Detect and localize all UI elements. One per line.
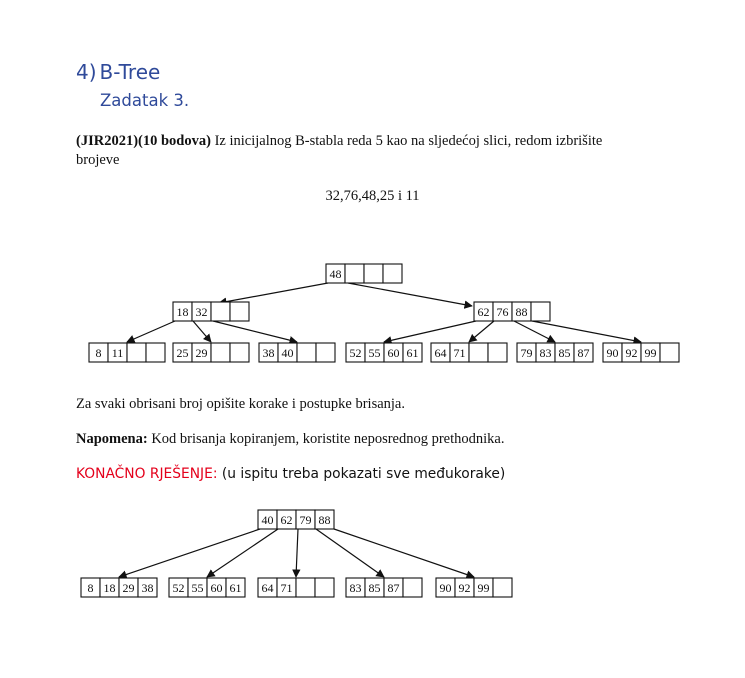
key-value: 64	[261, 581, 274, 595]
child-pointer-arrow	[316, 529, 384, 577]
final-solution-line	[76, 466, 505, 482]
key-cell	[296, 578, 315, 597]
key-value: 61	[406, 346, 419, 360]
child-pointer-arrow	[207, 529, 278, 577]
child-pointer-arrow	[127, 321, 175, 342]
section-title: B-Tree	[99, 60, 161, 84]
child-pointer-arrow	[334, 529, 474, 577]
child-pointer-arrow	[193, 321, 211, 342]
child-pointer-arrow	[469, 321, 494, 342]
key-value: 55	[191, 581, 204, 595]
leaf-node	[259, 343, 335, 362]
key-value: 29	[122, 581, 135, 595]
initial-btree-diagram	[0, 255, 745, 385]
leaf-node	[173, 343, 249, 362]
key-value: 60	[210, 581, 223, 595]
leaf-node	[169, 578, 245, 597]
key-value: 92	[625, 346, 638, 360]
key-cell	[211, 343, 230, 362]
key-value: 83	[539, 346, 552, 360]
key-value: 18	[103, 581, 116, 595]
key-value: 61	[229, 581, 242, 595]
key-value: 90	[439, 581, 452, 595]
key-value: 85	[558, 346, 571, 360]
key-value: 29	[195, 346, 208, 360]
task-text-line1: Iz inicijalnog B-stabla reda 5 kao na sljedećoj slici, redom izbrišite	[210, 133, 603, 149]
key-value: 55	[368, 346, 381, 360]
key-cell	[531, 302, 550, 321]
key-value: 40	[261, 513, 274, 527]
key-value: 48	[329, 267, 342, 281]
task-source: (JIR2021)(10 bodova)	[76, 133, 211, 149]
key-value: 87	[577, 346, 590, 360]
key-value: 11	[111, 346, 124, 360]
key-value: 62	[280, 513, 293, 527]
key-cell	[660, 343, 679, 362]
key-value: 38	[141, 581, 154, 595]
key-cell	[127, 343, 146, 362]
key-value: 60	[387, 346, 400, 360]
key-value: 52	[172, 581, 185, 595]
key-cell	[345, 264, 364, 283]
child-pointer-arrow	[119, 529, 260, 577]
child-pointer-arrow	[219, 283, 328, 303]
task-paragraph	[76, 132, 602, 170]
key-cell	[146, 343, 165, 362]
key-value: 76	[496, 305, 509, 319]
root-node	[326, 264, 402, 283]
leaf-node	[517, 343, 593, 362]
leaf-node	[603, 343, 679, 362]
leaf-node	[431, 343, 507, 362]
key-value: 25	[176, 346, 189, 360]
internal-node	[173, 302, 249, 321]
key-cell	[230, 343, 249, 362]
key-cell	[469, 343, 488, 362]
key-cell	[316, 343, 335, 362]
final-note: (u ispitu treba pokazati sve međukorake)	[217, 466, 506, 482]
leaf-node	[346, 578, 422, 597]
key-value: 8	[95, 346, 102, 360]
key-value: 88	[515, 305, 528, 319]
section-number: 4)	[76, 60, 97, 84]
key-value: 71	[280, 581, 293, 595]
key-value: 79	[520, 346, 533, 360]
leaf-node	[346, 343, 422, 362]
leaf-node	[89, 343, 165, 362]
key-cell	[403, 578, 422, 597]
final-label: KONAČNO RJEŠENJE:	[76, 466, 218, 482]
root-node	[258, 510, 334, 529]
key-cell	[315, 578, 334, 597]
leaf-node	[81, 578, 157, 597]
section-subtitle: Zadatak 3.	[100, 91, 190, 110]
key-value: 64	[434, 346, 447, 360]
key-value: 90	[606, 346, 619, 360]
key-value: 99	[644, 346, 657, 360]
key-value: 71	[453, 346, 466, 360]
numbers-to-delete: 32,76,48,25 i 11	[325, 188, 420, 204]
key-value: 99	[477, 581, 490, 595]
key-cell	[383, 264, 402, 283]
internal-node	[474, 302, 550, 321]
key-value: 8	[87, 581, 94, 595]
note-paragraph	[76, 430, 504, 449]
key-value: 52	[349, 346, 362, 360]
child-pointer-arrow	[296, 529, 298, 577]
leaf-node	[436, 578, 512, 597]
key-value: 32	[195, 305, 208, 319]
instruction-text: Za svaki obrisani broj opišite korake i postupke brisanja.	[76, 396, 405, 412]
child-pointer-arrow	[348, 283, 472, 306]
child-pointer-arrow	[213, 321, 297, 342]
key-cell	[211, 302, 230, 321]
task-text-line2: brojeve	[76, 152, 120, 168]
key-value: 38	[262, 346, 275, 360]
final-btree-diagram	[0, 505, 745, 605]
key-value: 40	[281, 346, 294, 360]
key-cell	[488, 343, 507, 362]
key-value: 83	[349, 581, 362, 595]
key-value: 92	[458, 581, 471, 595]
child-pointer-arrow	[384, 321, 476, 342]
key-value: 62	[477, 305, 490, 319]
key-value: 85	[368, 581, 381, 595]
key-value: 79	[299, 513, 312, 527]
key-cell	[297, 343, 316, 362]
note-text: Kod brisanja kopiranjem, koristite neposrednog prethodnika.	[147, 431, 505, 447]
key-cell	[493, 578, 512, 597]
note-label: Napomena:	[76, 431, 148, 447]
leaf-node	[258, 578, 334, 597]
key-value: 18	[176, 305, 189, 319]
section-heading	[76, 60, 160, 84]
key-cell	[364, 264, 383, 283]
key-value: 88	[318, 513, 331, 527]
key-value: 87	[387, 581, 400, 595]
key-cell	[230, 302, 249, 321]
